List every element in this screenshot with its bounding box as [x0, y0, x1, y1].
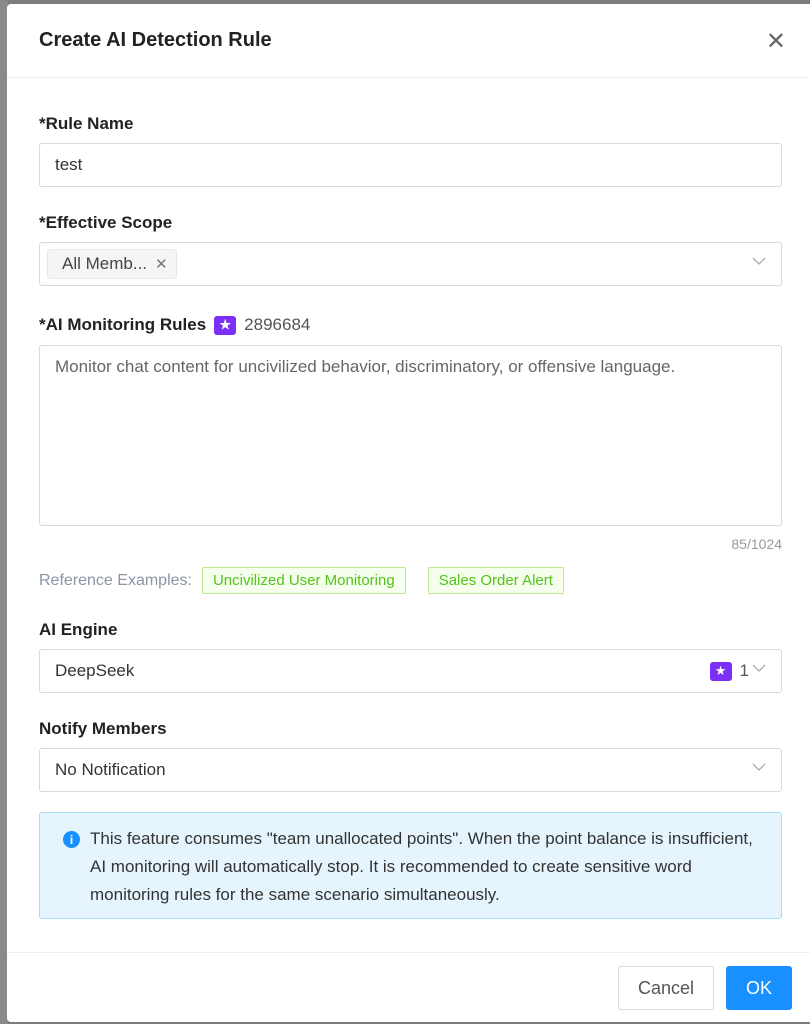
rule-name-label: *Rule Name: [39, 114, 134, 133]
cancel-button[interactable]: Cancel: [618, 966, 714, 1010]
monitoring-rules-textarea[interactable]: [39, 345, 782, 526]
ok-button[interactable]: OK: [726, 966, 792, 1010]
char-count: 85/1024: [731, 536, 782, 552]
dialog-title: Create AI Detection Rule: [39, 29, 272, 51]
scope-label: *Effective Scope: [39, 213, 173, 232]
notify-value: No Notification: [55, 760, 166, 779]
alert-text: This feature consumes "team unallocated points". When the point balance is insufficient, AI monitoring will automatically stop. It is recommended to create sensitive word monitoring rules for the same scenario simultaneously.: [90, 829, 753, 904]
rule-name-input[interactable]: [39, 143, 782, 187]
engine-cost-value: 1: [739, 661, 749, 680]
engine-label: AI Engine: [39, 620, 118, 639]
remove-tag-icon[interactable]: ✕: [155, 256, 168, 273]
points-ticket-icon: ★: [214, 316, 236, 335]
scope-select[interactable]: [39, 242, 782, 286]
engine-select[interactable]: [39, 649, 782, 693]
info-icon: i: [63, 831, 80, 848]
monitoring-rules-label: [39, 315, 310, 335]
monitoring-rules-label-text: *AI Monitoring Rules: [39, 315, 207, 334]
reference-examples: [39, 567, 576, 594]
scope-tag-label: All Memb...: [62, 254, 148, 273]
reference-uncivilized[interactable]: Uncivilized User Monitoring: [202, 567, 406, 594]
reference-sales-order[interactable]: Sales Order Alert: [428, 567, 564, 594]
points-ticket-icon: ★: [710, 662, 732, 681]
engine-value: DeepSeek: [55, 661, 135, 680]
chevron-down-icon: [751, 759, 767, 778]
close-icon[interactable]: ✕: [765, 28, 786, 55]
engine-cost: [710, 661, 749, 681]
rule-name-value: test: [55, 155, 83, 174]
info-alert: [39, 812, 782, 919]
reference-label: Reference Examples:: [39, 571, 192, 589]
points-balance: 2896684: [244, 315, 311, 334]
dialog-footer: [7, 952, 810, 953]
scope-tag: [47, 249, 177, 279]
notify-select[interactable]: [39, 748, 782, 792]
create-rule-dialog: [7, 4, 810, 1022]
notify-label: Notify Members: [39, 719, 167, 738]
dialog-header: [7, 4, 810, 78]
chevron-down-icon: [751, 253, 767, 272]
chevron-down-icon: [751, 660, 767, 679]
